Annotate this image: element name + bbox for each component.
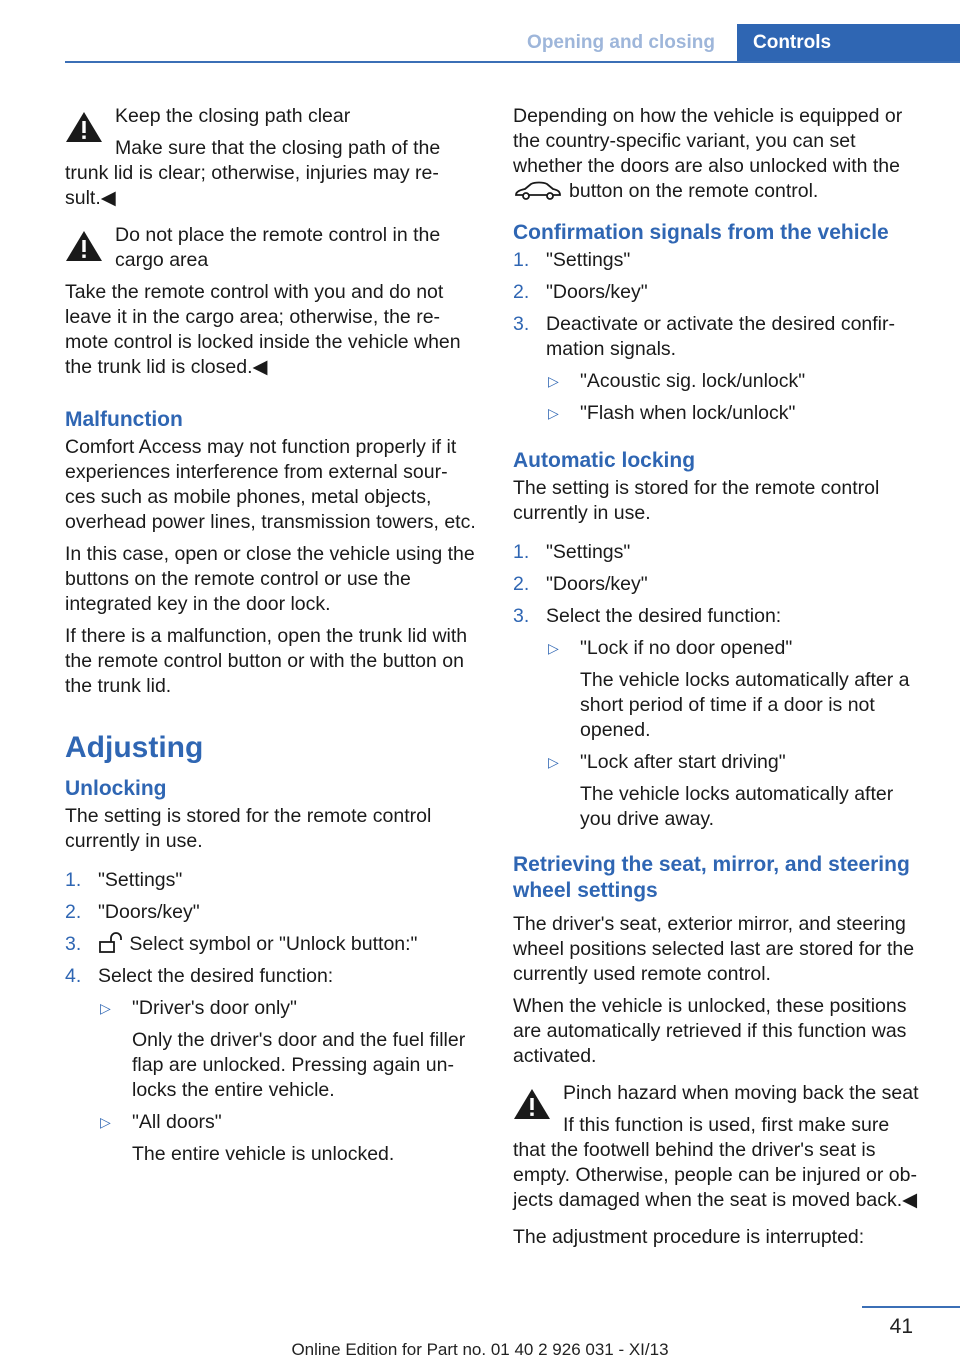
list-item — [513, 604, 927, 832]
step-text: "Doors/key" — [546, 281, 648, 303]
step-number: 3. — [513, 313, 530, 335]
edition-note: Online Edition for Part no. 01 40 2 926 031 - XI/13 — [291, 1340, 669, 1359]
triangle-bullet-icon: ▷ — [548, 640, 559, 656]
list-item — [513, 312, 927, 426]
retrieving-paragraph: The adjustment procedure is interrupted: — [513, 1226, 865, 1248]
confirmation-heading: Confirmation signals from the vehicle — [513, 221, 889, 244]
header-chapter-tab: Controls — [737, 24, 960, 62]
left-column — [65, 104, 483, 1177]
list-item — [513, 572, 927, 597]
automatic-locking-heading: Automatic locking — [513, 449, 696, 472]
option-label: "Driver's door only" — [132, 997, 297, 1019]
list-item — [513, 540, 927, 565]
adjusting-heading: Adjusting — [65, 731, 204, 764]
triangle-bullet-icon: ▷ — [100, 1114, 111, 1130]
option-label: "All doors" — [132, 1111, 222, 1133]
list-item — [546, 401, 927, 426]
header-section-title: Opening and closing — [527, 32, 715, 53]
unlock-icon — [98, 932, 124, 954]
triangle-bullet-icon: ▷ — [100, 1000, 111, 1016]
automatic-locking-intro: The setting is stored for the remote control currently in use. — [513, 477, 880, 524]
step-number: 1. — [65, 869, 82, 891]
confirmation-options — [546, 369, 927, 426]
retrieving-paragraph: The driver's seat, exterior mirror, and steering wheel positions selected last are stored for the currently used remote control. — [513, 913, 915, 985]
warning-remote-cargo — [65, 223, 483, 380]
intro-paragraph — [513, 104, 927, 204]
list-item — [98, 1110, 483, 1167]
warning-body-line: Make sure that the closing path of the — [115, 137, 441, 159]
step-text: "Settings" — [98, 869, 183, 891]
step-number: 1. — [513, 541, 530, 563]
option-label: "Lock if no door opened" — [580, 637, 793, 659]
option-description: The vehicle locks automatically after a short period of time if a door is not opened. — [580, 669, 910, 741]
intro-text: button on the remote control. — [569, 180, 819, 202]
confirmation-steps — [513, 248, 927, 426]
step-number: 1. — [513, 249, 530, 271]
option-label: "Flash when lock/unlock" — [580, 402, 796, 424]
warning-title: Pinch hazard when moving back the seat — [563, 1082, 919, 1104]
malfunction-paragraph: In this case, open or close the vehicle using the buttons on the remote control or use the integrated key in the door lock. — [65, 543, 475, 615]
step-text: Select the desired function: — [546, 605, 782, 627]
step-number: 3. — [513, 605, 530, 627]
warning-body-line: If this function is used, first make sure — [563, 1114, 890, 1136]
step-number: 3. — [65, 933, 82, 955]
step-text: "Doors/key" — [546, 573, 648, 595]
list-item — [65, 932, 483, 957]
option-description: The entire vehicle is unlocked. — [132, 1143, 395, 1165]
unlocking-heading: Unlocking — [65, 777, 167, 800]
unlocking-steps — [65, 868, 483, 1167]
list-item — [98, 996, 483, 1103]
step-text: Deactivate or activate the desired confir‐ mation signals. — [546, 313, 896, 360]
triangle-bullet-icon: ▷ — [548, 373, 559, 389]
malfunction-heading: Malfunction — [65, 408, 183, 431]
triangle-bullet-icon: ▷ — [548, 754, 559, 770]
warning-body: trunk lid is clear; otherwise, injuries may re‐ sult.◀ — [65, 162, 439, 209]
automatic-locking-steps — [513, 540, 927, 832]
car-icon — [513, 181, 563, 201]
option-label: "Lock after start driving" — [580, 751, 786, 773]
warning-title: Keep the closing path clear — [115, 105, 351, 127]
list-item — [65, 868, 483, 893]
warning-triangle-icon — [65, 229, 103, 263]
malfunction-paragraph: If there is a malfunction, open the trunk lid with the remote control button or with the button on the trunk lid. — [65, 625, 468, 697]
page-number: 41 — [889, 1315, 913, 1338]
warning-triangle-icon — [65, 110, 103, 144]
warning-pinch-hazard — [513, 1081, 927, 1213]
malfunction-paragraph: Comfort Access may not function properly if it experiences interference from external sour‐ ces such as mobile phones, metal objects, overhead power lines, transmission towers, etc. — [65, 436, 476, 533]
right-column — [513, 104, 927, 1257]
warning-body: Take the remote control with you and do not leave it in the cargo area; otherwise, the re‐ mote control is locked inside the vehicle when the trunk lid is closed.◀ — [65, 281, 461, 378]
list-item — [65, 900, 483, 925]
list-item — [546, 636, 927, 743]
option-description: Only the driver's door and the fuel filler flap are unlocked. Pressing again un‐ locks the entire vehicle. — [132, 1029, 466, 1101]
warning-closing-path — [65, 104, 483, 211]
step-number: 2. — [65, 901, 82, 923]
unlocking-options — [98, 996, 483, 1167]
step-number: 2. — [513, 281, 530, 303]
warning-body: that the footwell behind the driver's seat is empty. Otherwise, people can be injured or ob‐ jects damaged when the seat is moved back.◀ — [513, 1139, 918, 1211]
step-text: Select the desired function: — [98, 965, 334, 987]
list-item — [65, 964, 483, 1167]
list-item — [546, 750, 927, 832]
warning-triangle-icon — [513, 1087, 551, 1121]
step-text: "Settings" — [546, 541, 631, 563]
footer-rule — [862, 1306, 960, 1308]
unlocking-intro: The setting is stored for the remote control currently in use. — [65, 805, 432, 852]
step-text: "Settings" — [546, 249, 631, 271]
option-description: The vehicle locks automatically after you drive away. — [580, 783, 894, 830]
retrieving-paragraph: When the vehicle is unlocked, these positions are automatically retrieved if this function was activated. — [513, 995, 907, 1067]
automatic-locking-options — [546, 636, 927, 832]
retrieving-settings-heading: Retrieving the seat, mirror, and steering wheel settings — [513, 853, 910, 902]
list-item — [546, 369, 927, 394]
step-number: 4. — [65, 965, 82, 987]
triangle-bullet-icon: ▷ — [548, 405, 559, 421]
option-label: "Acoustic sig. lock/unlock" — [580, 370, 806, 392]
list-item — [513, 248, 927, 273]
intro-text: Depending on how the vehicle is equipped or the country-specific variant, you can set whether the doors are also unlocked with the — [513, 105, 903, 177]
step-text: Select symbol or "Unlock button:" — [129, 933, 418, 955]
warning-title: Do not place the remote control in the cargo area — [115, 224, 441, 271]
step-number: 2. — [513, 573, 530, 595]
list-item — [513, 280, 927, 305]
step-text: "Doors/key" — [98, 901, 200, 923]
header-rule — [65, 61, 960, 63]
